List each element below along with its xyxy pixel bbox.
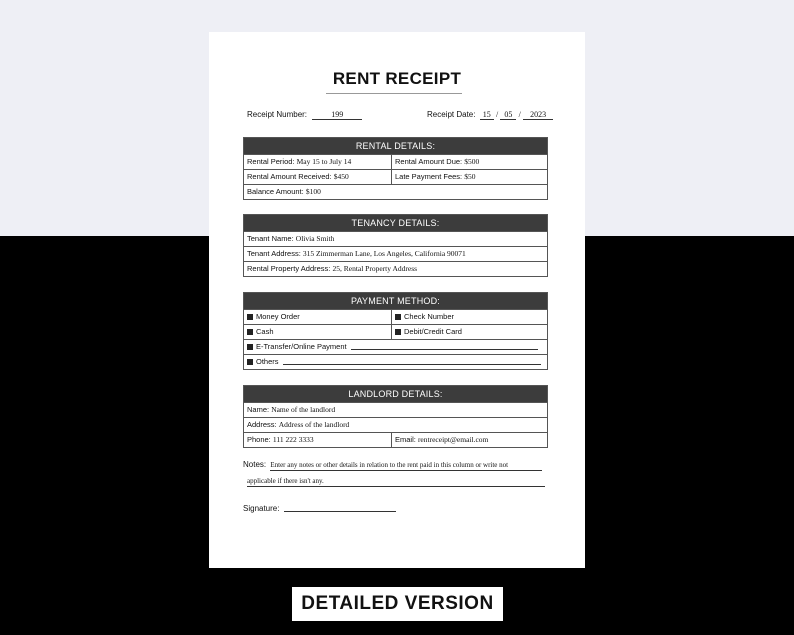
- table-row: [244, 354, 547, 369]
- table-row: [244, 309, 547, 324]
- others-fill-line[interactable]: [283, 357, 541, 365]
- notes-line-1[interactable]: Enter any notes or other details in relation to the rent paid in this column or write not: [270, 461, 542, 471]
- rental-period-value: May 15 to July 14: [296, 157, 352, 166]
- title-underline: [326, 93, 462, 94]
- tenancy-details-section: [243, 214, 548, 277]
- table-row: [244, 169, 547, 184]
- detailed-version-banner: DETAILED VERSION: [292, 587, 503, 621]
- money-order-label: Money Order: [256, 312, 300, 321]
- tenant-name-value: Olivia Smith: [295, 234, 335, 243]
- balance-amount-cell: [244, 185, 547, 199]
- tenant-address-label: Tenant Address:: [247, 249, 301, 258]
- landlord-email-label: Email:: [395, 435, 416, 444]
- checkbox-icon[interactable]: [395, 329, 401, 335]
- property-address-cell: [244, 262, 547, 276]
- property-address-value: 25, Rental Property Address: [332, 264, 418, 273]
- cash-label: Cash: [256, 327, 274, 336]
- landlord-phone-cell: [244, 433, 391, 447]
- checkbox-icon[interactable]: [395, 314, 401, 320]
- landlord-phone-label: Phone:: [247, 435, 271, 444]
- date-separator: /: [495, 110, 499, 119]
- rental-amount-received-label: Rental Amount Received:: [247, 172, 332, 181]
- landlord-address-value: Address of the landlord: [278, 420, 350, 429]
- receipt-date-year: 2023: [523, 110, 553, 120]
- option-money-order[interactable]: [244, 310, 391, 324]
- receipt-date-day: 15: [480, 110, 494, 120]
- late-payment-fees-cell: [391, 170, 547, 184]
- landlord-name-cell: [244, 403, 547, 417]
- receipt-date-label: Receipt Date:: [427, 110, 476, 119]
- tenant-address-value: 315 Zimmerman Lane, Los Angeles, California 90071: [302, 249, 466, 258]
- signature-block: [243, 504, 396, 513]
- rental-amount-due-cell: [391, 155, 547, 169]
- option-others[interactable]: [244, 355, 547, 369]
- rental-amount-due-label: Rental Amount Due:: [395, 157, 463, 166]
- rental-amount-received-cell: [244, 170, 391, 184]
- table-row: [244, 339, 547, 354]
- receipt-number: [247, 110, 362, 120]
- landlord-phone-value: 111 222 3333: [272, 435, 314, 444]
- table-row: [244, 402, 547, 417]
- signature-line[interactable]: [284, 504, 396, 512]
- landlord-address-label: Address:: [247, 420, 277, 429]
- table-row: [244, 246, 547, 261]
- table-row: [244, 184, 547, 199]
- landlord-name-value: Name of the landlord: [271, 405, 336, 414]
- receipt-page: [209, 32, 585, 568]
- payment-method-section: [243, 292, 548, 370]
- checkbox-icon[interactable]: [247, 314, 253, 320]
- table-row: [244, 261, 547, 276]
- option-check-number[interactable]: [391, 310, 547, 324]
- signature-label: Signature:: [243, 504, 280, 513]
- landlord-details-header: LANDLORD DETAILS:: [244, 386, 547, 402]
- date-separator: /: [518, 110, 521, 119]
- balance-amount-label: Balance Amount:: [247, 187, 304, 196]
- tenancy-details-header: TENANCY DETAILS:: [244, 215, 547, 231]
- checkbox-icon[interactable]: [247, 344, 253, 350]
- late-payment-fees-label: Late Payment Fees:: [395, 172, 463, 181]
- notes-block: [243, 460, 548, 487]
- rental-details-section: [243, 137, 548, 200]
- late-payment-fees-value: $50: [464, 172, 476, 181]
- page-title: RENT RECEIPT: [332, 69, 462, 88]
- table-row: [244, 324, 547, 339]
- notes-line-2[interactable]: applicable if there isn't any.: [247, 477, 545, 487]
- others-label: Others: [256, 357, 279, 366]
- debit-credit-label: Debit/Credit Card: [404, 327, 462, 336]
- rental-details-header: RENTAL DETAILS:: [244, 138, 547, 154]
- receipt-date: [427, 110, 553, 120]
- property-address-label: Rental Property Address:: [247, 264, 331, 273]
- tenant-name-label: Tenant Name:: [247, 234, 294, 243]
- receipt-number-label: Receipt Number:: [247, 110, 308, 119]
- landlord-name-label: Name:: [247, 405, 270, 414]
- payment-method-header: PAYMENT METHOD:: [244, 293, 547, 309]
- rental-amount-received-value: $450: [333, 172, 349, 181]
- table-row: [244, 154, 547, 169]
- table-row: [244, 432, 547, 447]
- receipt-number-value: 199: [312, 110, 362, 120]
- option-debit-credit[interactable]: [391, 325, 547, 339]
- balance-amount-value: $100: [305, 187, 321, 196]
- check-number-label: Check Number: [404, 312, 455, 321]
- notes-label: Notes:: [243, 460, 267, 469]
- table-row: [244, 417, 547, 432]
- landlord-email-value: rentreceipt@email.com: [417, 435, 489, 444]
- landlord-address-cell: [244, 418, 547, 432]
- etransfer-label: E-Transfer/Online Payment: [256, 342, 347, 351]
- landlord-email-cell: [391, 433, 547, 447]
- receipt-date-month: 05: [500, 110, 516, 120]
- table-row: [244, 231, 547, 246]
- checkbox-icon[interactable]: [247, 329, 253, 335]
- rental-amount-due-value: $500: [464, 157, 480, 166]
- rental-period-label: Rental Period:: [247, 157, 295, 166]
- tenant-name-cell: [244, 232, 547, 246]
- checkbox-icon[interactable]: [247, 359, 253, 365]
- rental-period-cell: [244, 155, 391, 169]
- tenant-address-cell: [244, 247, 547, 261]
- option-cash[interactable]: [244, 325, 391, 339]
- etransfer-fill-line[interactable]: [351, 342, 538, 350]
- landlord-details-section: [243, 385, 548, 448]
- option-etransfer[interactable]: [244, 340, 547, 354]
